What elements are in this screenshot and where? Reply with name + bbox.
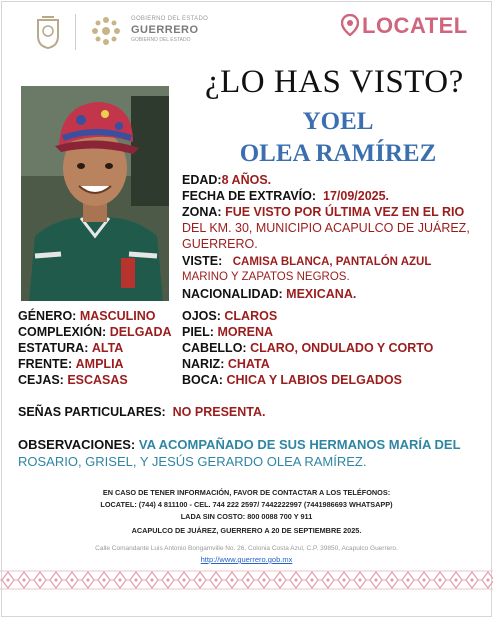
feature-nose bbox=[182, 356, 270, 372]
feature-eyes bbox=[182, 308, 277, 324]
observations-line1: VA ACOMPAÑADO DE SUS HERMANOS MARÍA DEL bbox=[138, 437, 461, 452]
feature-value: AMPLIA bbox=[75, 357, 124, 371]
locatel-brand: LOCATEL bbox=[362, 13, 468, 38]
observations-label: OBSERVACIONES: bbox=[18, 437, 136, 452]
missing-person-photo bbox=[21, 86, 169, 301]
person-last-name: OLEA RAMÍREZ bbox=[239, 140, 437, 167]
gov-small-top: GOBIERNO DEL ESTADO bbox=[131, 16, 209, 22]
feature-eyebrows bbox=[18, 372, 128, 388]
age-row bbox=[182, 172, 271, 188]
feature-label: BOCA: bbox=[182, 373, 223, 387]
feature-value: MORENA bbox=[217, 325, 273, 339]
missing-date-row bbox=[182, 188, 389, 204]
clothing-label: VISTE: bbox=[182, 254, 223, 268]
contact-date-place: ACAPULCO DE JUÁREZ, GUERRERO A 20 DE SEPTIEMBRE 2025. bbox=[131, 526, 362, 535]
feature-label: FRENTE: bbox=[18, 357, 73, 371]
feature-value: CLARO, ONDULADO Y CORTO bbox=[250, 341, 434, 355]
distinguishing-marks-value: NO PRESENTA. bbox=[172, 405, 266, 419]
zone-label: ZONA: bbox=[182, 205, 222, 219]
feature-value: CHATA bbox=[227, 357, 270, 371]
zone-value-line1: FUE VISTO POR ÚLTIMA VEZ EN EL RIO bbox=[225, 205, 465, 219]
feature-label: CABELLO: bbox=[182, 341, 247, 355]
distinguishing-marks-label: SEÑAS PARTICULARES: bbox=[18, 405, 166, 419]
gov-website-link[interactable]: http://www.guerrero.gob.mx bbox=[200, 555, 293, 564]
feature-label: NARIZ: bbox=[182, 357, 225, 371]
missing-date-value: 17/09/2025. bbox=[323, 189, 390, 203]
feature-label: OJOS: bbox=[182, 309, 221, 323]
clothing-value-line2: MARINO Y ZAPATOS NEGROS. bbox=[182, 271, 350, 283]
missing-date-label: FECHA DE EXTRAVÍO: bbox=[182, 189, 317, 203]
feature-label: COMPLEXIÓN: bbox=[18, 325, 107, 339]
office-address: Calle Comandante Luis Antonio Bongamville No. 26, Colonia Costa Azul, C.P. 39850, Acapulco Guerrero. bbox=[95, 545, 398, 552]
location-pin-icon bbox=[341, 14, 359, 36]
feature-value: CHICA Y LABIOS DELGADOS bbox=[226, 373, 402, 387]
decorative-pattern-strip bbox=[0, 570, 493, 590]
zone-value-line3: GUERRERO. bbox=[182, 237, 258, 251]
contact-intro: EN CASO DE TENER INFORMACIÓN, FAVOR DE CONTACTAR A LOS TELÉFONOS: bbox=[102, 488, 391, 497]
state-seal-icon bbox=[34, 14, 62, 50]
feature-height bbox=[18, 340, 123, 356]
clothing-value-line1: CAMISA BLANCA, PANTALÓN AZUL bbox=[232, 256, 432, 268]
feature-label: GÉNERO: bbox=[18, 309, 77, 323]
feature-forehead bbox=[18, 356, 124, 372]
zone-value-line2: DEL KM. 30, MUNICIPIO ACAPULCO DE JUÁREZ, bbox=[182, 221, 470, 235]
observations-line2: ROSARIO, GRISEL, Y JESÚS GERARDO OLEA RAMÍREZ. bbox=[18, 454, 367, 469]
feature-label: CEJAS: bbox=[18, 373, 64, 387]
feature-gender bbox=[18, 308, 156, 324]
feature-build bbox=[18, 324, 172, 340]
feature-mouth bbox=[182, 372, 402, 388]
gov-small-bottom: GOBIERNO DEL ESTADO bbox=[131, 37, 191, 43]
gov-name: GUERRERO bbox=[131, 24, 199, 36]
observations-row bbox=[18, 437, 461, 453]
zone-row bbox=[182, 204, 464, 220]
feature-label: PIEL: bbox=[182, 325, 214, 339]
person-first-name: YOEL bbox=[302, 108, 374, 135]
feature-value: ALTA bbox=[91, 341, 124, 355]
feature-value: CLAROS bbox=[224, 309, 278, 323]
header-divider bbox=[75, 14, 76, 50]
feature-label: ESTATURA: bbox=[18, 341, 89, 355]
feature-hair bbox=[182, 340, 433, 356]
headline: ¿LO HAS VISTO? bbox=[205, 64, 464, 100]
feature-value: ESCASAS bbox=[67, 373, 128, 387]
nationality-row bbox=[182, 286, 356, 302]
feature-skin bbox=[182, 324, 273, 340]
age-label: EDAD: bbox=[182, 173, 222, 187]
age-value: 8 AÑOS. bbox=[221, 173, 272, 187]
guerrero-mandala-icon bbox=[88, 14, 124, 48]
nationality-label: NACIONALIDAD: bbox=[182, 287, 283, 301]
feature-value: MASCULINO bbox=[79, 309, 156, 323]
clothing-row bbox=[182, 253, 431, 270]
distinguishing-marks-row bbox=[18, 404, 266, 420]
feature-value: DELGADA bbox=[109, 325, 172, 339]
contact-toll-free: LADA SIN COSTO: 800 0088 700 Y 911 bbox=[180, 512, 313, 521]
contact-phones: LOCATEL: (744) 4 811100 - CEL. 744 222 2597/ 7442222997 (7441986693 WHATSAPP) bbox=[100, 500, 393, 509]
nationality-value: MEXICANA. bbox=[286, 287, 357, 301]
